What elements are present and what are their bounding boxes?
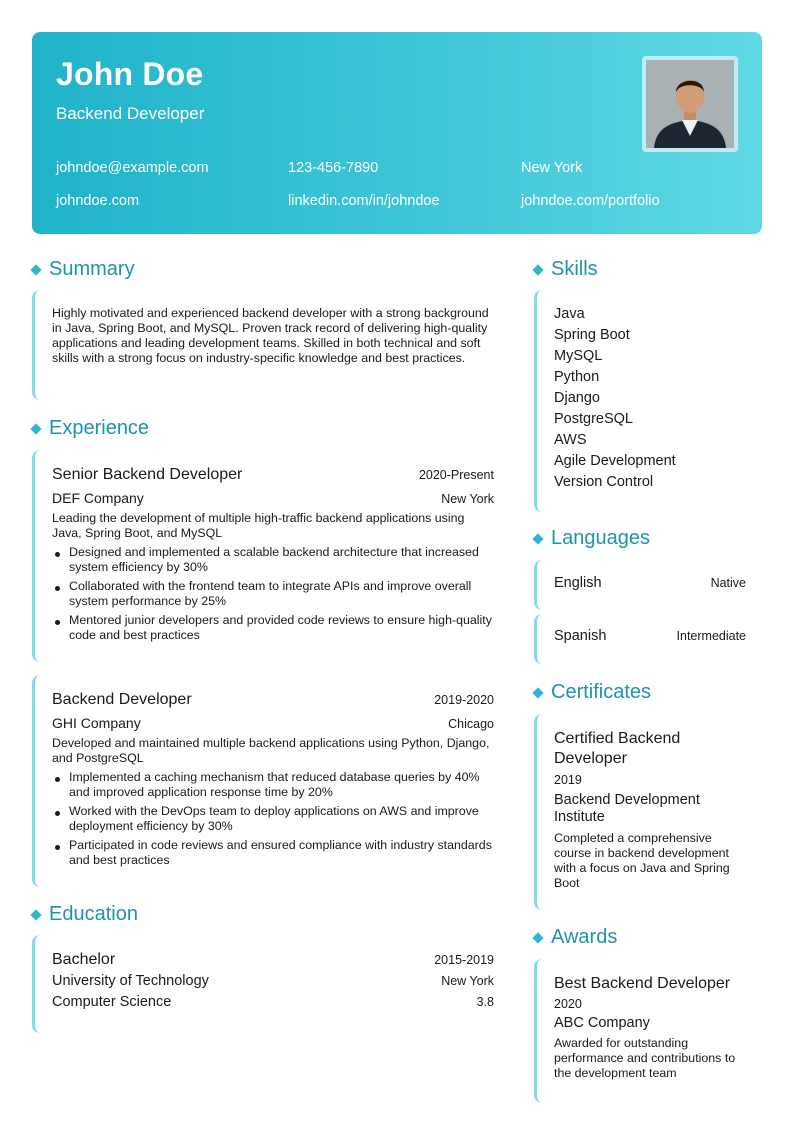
experience-heading: Experience <box>32 417 149 440</box>
achievement-item: Designed and implemented a scalable backend architecture that increased system efficiency by 30% <box>52 545 494 575</box>
language-item <box>534 560 746 610</box>
skills-block <box>534 290 746 512</box>
skill-item: Java <box>554 306 585 322</box>
achievement-item: Worked with the DevOps team to deploy applications on AWS and improve deployment efficiency by 30% <box>52 804 494 834</box>
diamond-icon <box>532 687 543 698</box>
linkedin-link[interactable]: linkedin.com/in/johndoe <box>288 193 440 209</box>
language-level: Intermediate <box>676 629 746 643</box>
achievement-item: Implemented a caching mechanism that reduced database queries by 40% and improved application response time by 20% <box>52 770 494 800</box>
education-item <box>32 935 494 1033</box>
field-of-study: Computer Science <box>52 994 172 1010</box>
job-description: Developed and maintained multiple backend applications using Python, Django, and PostgreSQL <box>52 736 490 765</box>
language-name: Spanish <box>554 628 607 644</box>
job-description: Leading the development of multiple high-traffic backend applications using Java, Spring Boot, and MySQL <box>52 511 465 540</box>
degree: Bachelor <box>52 951 116 968</box>
location-text: New York <box>521 160 583 176</box>
achievement-item: Mentored junior developers and provided code reviews to ensure high-quality code and best practices <box>52 613 494 643</box>
gpa: 3.8 <box>476 995 494 1009</box>
job-location: New York <box>441 492 494 506</box>
skill-item: AWS <box>554 432 587 448</box>
language-item <box>534 614 746 664</box>
languages-heading: Languages <box>534 527 650 550</box>
education-heading: Education <box>32 903 138 926</box>
school-location: New York <box>441 974 494 988</box>
education-date: 2015-2019 <box>434 953 494 967</box>
experience-item <box>32 675 494 887</box>
award-name: Best Backend Developer <box>554 975 731 992</box>
company-name: DEF Company <box>52 490 144 506</box>
skill-item: MySQL <box>554 348 603 364</box>
achievement-list <box>52 545 494 643</box>
skill-item: Version Control <box>554 474 654 490</box>
skill-item: Spring Boot <box>554 327 630 343</box>
profile-photo <box>642 56 738 152</box>
diamond-icon <box>532 932 543 943</box>
award-issuer: ABC Company <box>554 1015 650 1031</box>
school-name: University of Technology <box>52 973 209 989</box>
portfolio-link[interactable]: johndoe.com/portfolio <box>521 193 660 209</box>
certificate-issuer: Backend Development Institute <box>554 792 700 825</box>
skills-heading: Skills <box>534 258 598 281</box>
language-level: Native <box>710 576 746 590</box>
skill-item: Django <box>554 390 600 406</box>
achievement-list <box>52 770 494 868</box>
certificate-item <box>534 714 746 910</box>
job-date: 2019-2020 <box>434 693 494 707</box>
award-year: 2020 <box>554 997 582 1011</box>
award-item <box>534 959 746 1103</box>
awards-heading: Awards <box>534 926 617 949</box>
diamond-icon <box>532 264 543 275</box>
summary-heading: Summary <box>32 258 135 281</box>
diamond-icon <box>30 264 41 275</box>
achievement-item: Collaborated with the frontend team to integrate APIs and improve overall system performance by 25% <box>52 579 494 609</box>
skill-item: PostgreSQL <box>554 411 633 427</box>
experience-item <box>32 450 494 662</box>
certificate-description: Completed a comprehensive course in backend development with a focus on Java and Spring Boot <box>554 831 730 890</box>
certificates-heading: Certificates <box>534 681 651 704</box>
diamond-icon <box>532 533 543 544</box>
language-name: English <box>554 575 602 591</box>
certificate-year: 2019 <box>554 773 582 787</box>
company-name: GHI Company <box>52 715 141 731</box>
award-description: Awarded for outstanding performance and contributions to the development team <box>554 1036 736 1080</box>
resume-header <box>32 32 762 234</box>
diamond-icon <box>30 423 41 434</box>
summary-text: Highly motivated and experienced backend developer with a strong background in Java, Spring Boot, and MySQL. Proven track record of delivering high-quality applications and leading development teams. Skilled in both technical and soft skills with a strong focus on industry-specific knowledge and best practices. <box>52 306 489 365</box>
job-title: Backend Developer <box>52 691 192 708</box>
summary-block <box>32 290 494 400</box>
skill-item: Python <box>554 369 600 385</box>
candidate-name: John Doe <box>56 56 204 92</box>
certificate-name: Certified Backend Developer <box>554 730 681 767</box>
portrait-icon <box>646 60 734 148</box>
diamond-icon <box>30 909 41 920</box>
candidate-title: Backend Developer <box>56 104 205 123</box>
email-link[interactable]: johndoe@example.com <box>56 160 209 176</box>
job-title: Senior Backend Developer <box>52 466 243 483</box>
job-location: Chicago <box>448 717 494 731</box>
achievement-item: Participated in code reviews and ensured compliance with industry standards and best practices <box>52 838 494 868</box>
website-link[interactable]: johndoe.com <box>56 193 140 209</box>
job-date: 2020-Present <box>418 468 494 482</box>
skill-item: Agile Development <box>554 453 676 469</box>
phone-text: 123-456-7890 <box>288 160 379 176</box>
